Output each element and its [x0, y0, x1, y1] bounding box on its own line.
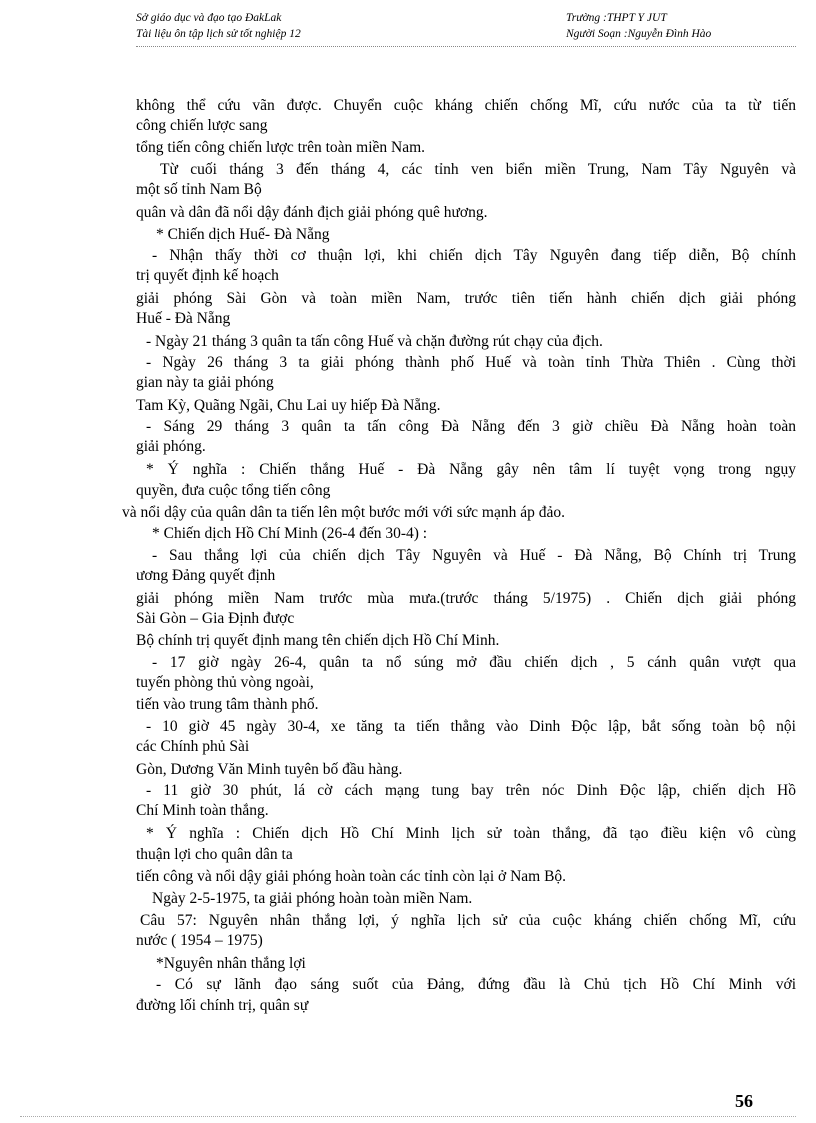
text-line: * Ý nghĩa : Chiến thắng Huế - Đà Nẵng gây nên tâm lí tuyệt vọng trong ngụy: [146, 461, 796, 478]
text-line: thuận lợi cho quân dân ta: [136, 846, 293, 863]
page-number: 56: [735, 1091, 753, 1111]
text-line: các Chính phủ Sài: [136, 738, 250, 755]
text-line: * Ý nghĩa : Chiến dịch Hồ Chí Minh lịch sử toàn thắng, đã tạo điều kiện vô cùng: [146, 825, 796, 842]
text-line: không thể cứu vãn được. Chuyển cuộc kháng chiến chống Mĩ, cứu nước của ta từ tiến: [136, 97, 796, 114]
text-line: và nổi dậy của quân dân ta tiến lên một bước mới với sức mạnh áp đảo.: [122, 504, 565, 521]
header-school: Trường :THPT Y JUT: [566, 12, 667, 24]
text-line: quyền, đưa cuộc tổng tiến công: [136, 482, 331, 499]
text-line: giải phóng.: [136, 438, 206, 455]
header-department: Sở giáo dục và đạo tạo ĐakLak: [136, 12, 282, 24]
text-line: - Nhận thấy thời cơ thuận lợi, khi chiến dịch Tây Nguyên đang tiếp diễn, Bộ chính: [152, 247, 796, 264]
text-line: - Ngày 26 tháng 3 ta giải phóng thành phố Huế và toàn tỉnh Thừa Thiên . Cùng thời: [146, 354, 796, 371]
text-line: Từ cuối tháng 3 đến tháng 4, các tỉnh ven biển miền Trung, Nam Tây Nguyên và: [160, 161, 796, 178]
text-line: nước ( 1954 – 1975): [136, 932, 263, 949]
text-line: - 10 giờ 45 ngày 30-4, xe tăng ta tiến thẳng vào Dinh Độc lập, bắt sống toàn bộ nội: [146, 718, 796, 735]
text-line: giải phóng miền Nam trước mùa mưa.(trước tháng 5/1975) . Chiến dịch giải phóng: [136, 590, 796, 607]
text-line: Gòn, Dương Văn Minh tuyên bố đầu hàng.: [136, 761, 403, 778]
section-heading: * Chiến dịch Hồ Chí Minh (26-4 đến 30-4) :: [152, 525, 428, 542]
text-line: Bộ chính trị quyết định mang tên chiến dịch Hồ Chí Minh.: [136, 632, 500, 649]
text-line: Chí Minh toàn thắng.: [136, 802, 269, 819]
text-line: Tam Kỳ, Quãng Ngãi, Chu Lai uy hiếp Đà Nẵng.: [136, 397, 441, 414]
text-line: tổng tiến công chiến lược trên toàn miền Nam.: [136, 139, 426, 156]
question-heading: Câu 57: Nguyên nhân thắng lợi, ý nghĩa lịch sử của cuộc kháng chiến chống Mĩ, cứu: [140, 912, 796, 929]
text-line: giải phóng Sài Gòn và toàn miền Nam, trước tiên tiến hành chiến dịch giải phóng: [136, 290, 796, 307]
text-line: một số tỉnh Nam Bộ: [136, 181, 262, 198]
footer-divider: [20, 1116, 796, 1117]
header-divider: [136, 46, 796, 47]
header-document-title: Tài liệu ôn tập lịch sử tốt nghiệp 12: [136, 28, 301, 40]
page-header: [136, 10, 776, 42]
section-heading: * Chiến dịch Huế- Đà Nẵng: [156, 226, 330, 243]
text-line: - Ngày 21 tháng 3 quân ta tấn công Huế và chặn đường rút chạy của địch.: [146, 333, 603, 350]
text-line: ương Đảng quyết định: [136, 567, 276, 584]
text-line: - Có sự lãnh đạo sáng suốt của Đảng, đứng đầu là Chủ tịch Hồ Chí Minh với: [156, 976, 796, 993]
text-line: trị quyết định kế hoạch: [136, 267, 279, 284]
text-line: - 17 giờ ngày 26-4, quân ta nổ súng mở đầu chiến dịch , 5 cánh quân vượt qua: [152, 654, 796, 671]
text-line: Ngày 2-5-1975, ta giải phóng hoàn toàn miền Nam.: [152, 890, 473, 907]
text-line: gian này ta giải phóng: [136, 374, 274, 391]
text-line: quân và dân đã nổi dậy đánh địch giải phóng quê hương.: [136, 204, 488, 221]
text-line: - 11 giờ 30 phút, lá cờ cách mạng tung bay trên nóc Dinh Độc lập, chiến dịch Hồ: [146, 782, 796, 799]
section-heading: *Nguyên nhân thắng lợi: [156, 955, 306, 972]
text-line: Sài Gòn – Gia Định được: [136, 610, 295, 627]
text-line: tuyến phòng thủ vòng ngoài,: [136, 674, 314, 691]
header-author: Người Soạn :Nguyễn Đình Hào: [566, 28, 712, 40]
text-line: đường lối chính trị, quân sự: [136, 997, 309, 1014]
text-line: tiến vào trung tâm thành phố.: [136, 696, 319, 713]
text-line: công chiến lược sang: [136, 117, 268, 134]
text-line: tiến công và nổi dậy giải phóng hoàn toàn các tỉnh còn lại ở Nam Bộ.: [136, 868, 567, 885]
text-line: - Sáng 29 tháng 3 quân ta tấn công Đà Nẵng đến 3 giờ chiều Đà Nẵng hoàn toàn: [146, 418, 796, 435]
text-line: - Sau thắng lợi của chiến dịch Tây Nguyên và Huế - Đà Nẵng, Bộ Chính trị Trung: [152, 547, 796, 564]
text-line: Huế - Đà Nẵng: [136, 310, 231, 327]
